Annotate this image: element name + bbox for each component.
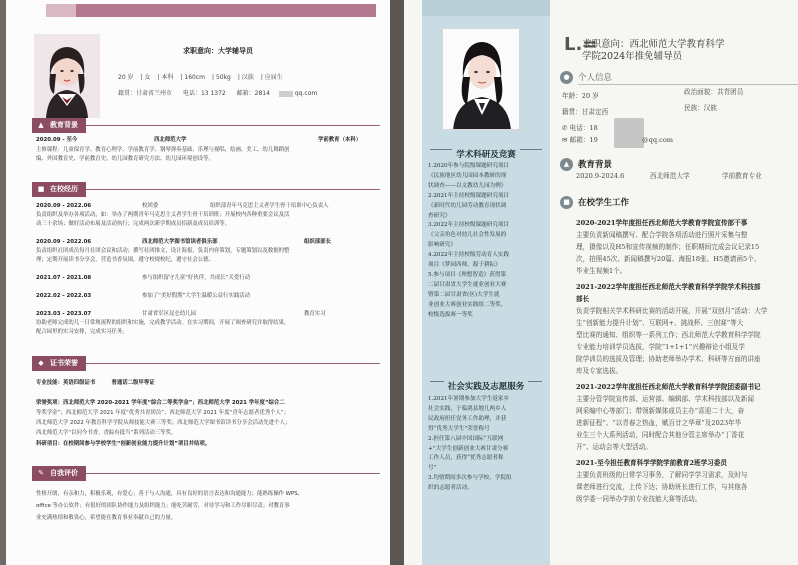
weight: 50kg xyxy=(215,74,231,81)
sidebar-top xyxy=(422,0,550,16)
social-list xyxy=(428,395,544,494)
campus-period: 2022.02 - 2022.03 xyxy=(36,293,92,299)
campus-text: 理；定期开展读书分享会，营造书香氛围，遵守校规校纪，遵守社会公德。 xyxy=(36,257,214,263)
email-tail: qq.com xyxy=(294,90,318,97)
campus-line: 2021-至今担任教育科学学院学前教育2班学习委员 xyxy=(576,459,727,467)
section-title: 在校学生工作 xyxy=(578,198,630,208)
list-item: 暨第二届甘肃省(区)大学生就 xyxy=(428,291,500,298)
list-item: 《民族地区幼儿园园本教研的现 xyxy=(428,172,507,179)
basic-info-line: 20 岁 | 女 | 本科 | 160cm | 50kg | 汉族 | 应届生 xyxy=(118,74,283,81)
section-education xyxy=(32,118,380,133)
age: 20 岁 xyxy=(118,74,134,81)
campus-text: 动三十余场；做好活动布展及活动执行；完成两次新学期成员招新及成员培训等。 xyxy=(36,221,231,227)
edu-degree: 学前教育（本科） xyxy=(318,137,362,143)
ethnicity: 汉族 xyxy=(241,74,254,81)
degree: 本科 xyxy=(161,74,174,81)
list-item: 状调查——以文教幼儿园为例》 xyxy=(428,182,507,189)
list-item: 民政府担任党务工作助理，并获 xyxy=(428,415,507,422)
list-item: 二届甘肃省大学生就业创业大赛 xyxy=(428,281,507,288)
edu-major: 学前教育专业 xyxy=(722,172,762,180)
page-gap xyxy=(390,0,404,565)
campus-org: 甘肃省军区昆仑幼儿园 xyxy=(142,311,196,317)
section-rule xyxy=(578,84,798,85)
list-item: 《新时代幼儿园劳动教育现状调 xyxy=(428,202,507,209)
self-line: 业充满热情和敬畏心，希望能在教育事业奉献自己的力量。 xyxy=(36,515,177,521)
list-item: 项目《梦园西师，源于耕耘》 xyxy=(428,262,501,269)
section-title: 社会实践及志愿服务 xyxy=(444,380,529,392)
certificate-icon: ◆ xyxy=(38,359,44,367)
campus-line: 主要负责新闻稿撰写、配合学院各项活动进行照片采集与整 xyxy=(576,231,748,239)
logo-mark: L.= xyxy=(564,34,598,55)
campus-line: 级学委一同举办学前专业技能大赛等活动。 xyxy=(576,495,702,503)
campus-line: 生“创新能力提升计划”、互联网+、挑战杯、三创赛”等大 xyxy=(576,319,744,327)
section-research xyxy=(430,142,542,160)
edu-period: 2020.9-2024.6 xyxy=(576,172,625,180)
campus-period: 2021.07 - 2021.08 xyxy=(36,275,92,281)
phone: 电话：18 xyxy=(569,124,598,132)
origin: 籍贯：甘肃省兰州市 xyxy=(118,90,173,97)
section-title: ◆ 证书荣誉 xyxy=(32,356,86,371)
campus-text: 参与组织留守儿童“好伙伴，共成长”关爱行动 xyxy=(142,275,251,281)
list-item: 社会实践，于临洮县地儿两乡人 xyxy=(428,405,507,412)
job-objective-2: 学院2024年推免辅导员 xyxy=(582,51,683,62)
campus-line: 负责学院相关学术科研比赛的活动开展，开展“双创月”活动：大学 xyxy=(576,307,768,315)
contact-info-line xyxy=(118,88,326,97)
list-item: 查研究》 xyxy=(428,212,451,219)
status: 应届生 xyxy=(264,74,283,81)
section-title: 个人信息 xyxy=(578,73,613,83)
campus-line: 2020-2021学年度担任西北师范大学教育学院宣传部干事 xyxy=(576,219,748,227)
campus-org: 西北师范大学图书馆读者俱乐部 xyxy=(142,239,218,245)
email-row xyxy=(562,136,598,145)
origin: 籍贯：甘肃定西 xyxy=(562,108,609,116)
campus-line: 库及专家选拔。 xyxy=(576,367,623,375)
section-title: 教育背景 xyxy=(578,160,613,170)
campus-line: 理，摄像以及H5和宣传视频的制作；任职期间完成会议记录15 xyxy=(576,243,760,251)
campus-line: 主要分管学院宣传部、运营部、编辑部、学术科技部以及新闻 xyxy=(576,395,755,403)
briefcase-icon: ■ xyxy=(560,196,573,209)
header-band xyxy=(76,4,376,17)
section-title: ✎ 自我评价 xyxy=(32,466,86,481)
list-item: 校级选拔赛一等奖 xyxy=(428,311,473,318)
campus-text: 协助老师完成幼儿一日常规流程的组织和实施，完成教学活动。在实习期间，开展了调查研究并取得结果， xyxy=(36,320,290,326)
list-item: 织的志愿者活动。 xyxy=(428,485,473,492)
campus-role: 教育实习 xyxy=(304,311,326,317)
redacted-block xyxy=(614,118,644,148)
campus-line: 2021-2022学年度担任西北师范大学教育科学学院团委副书记 xyxy=(576,383,761,391)
section-title: ▲ 教育背景 xyxy=(32,118,86,133)
campus-role: 组织部部长 xyxy=(304,239,331,245)
campus-line: 主要负责班级的日常学习事务，了解同学学习需求，及时与 xyxy=(576,471,748,479)
user-icon: ● xyxy=(560,71,573,84)
email: 邮箱：2814 xyxy=(236,90,270,97)
section-title: 学术科研及竞赛 xyxy=(452,148,520,160)
section-title: ■ 在校经历 xyxy=(32,182,86,197)
campus-line: 开”、运动会等大型活动。 xyxy=(576,443,652,451)
edu-school: 西北师范大学 xyxy=(650,172,690,180)
cert-line: 西北师范大学 2022 年教育科学学院从师技能大赛三等奖；西北师范大学图书馆读书分享会活动先进个人； xyxy=(36,420,291,426)
section-campus xyxy=(32,182,380,197)
cert-line: 等奖学金”；西北师范大学 2021 年度“优秀共青团员”；西北师范大学 2021 年度“青年志愿者优秀个人”； xyxy=(36,410,290,416)
list-item: 影响研究》 xyxy=(428,242,456,249)
height: 160cm xyxy=(184,74,205,81)
list-item: 5.参与项目《理想智造》获得第 xyxy=(428,271,507,278)
campus-text: 参加了“美好假期”大学生温暖公益行实践活动 xyxy=(142,293,251,299)
edu-courses-2: 编、外国教育史、学前教育史、幼儿园教育研究方法、幼儿园环境创设等。 xyxy=(36,156,214,162)
cert-line: 西北师范大学“以问今书香，香踪有抵当”系列活动三等奖。 xyxy=(36,430,177,436)
self-line: 性格开朗，有亲和力，积极乐观，有爱心；善于与人沟通，具有良好的语言表达和沟通能力；能熟练操作 WPS、 xyxy=(36,491,304,497)
email-icon: ✉ xyxy=(562,136,570,144)
politics: 政治面貌：共青团员 xyxy=(684,88,744,96)
campus-period: 2023.03 - 2023.07 xyxy=(36,311,92,317)
section-self xyxy=(32,466,380,481)
pencil-icon: ✎ xyxy=(38,469,44,477)
job-objective: 求职意向：西北师范大学教育科学 xyxy=(582,39,725,50)
cert-line: 荣誉奖项：西北师范大学 2020-2021 学年度“综合二等奖学金”；西北师范大学 2021 学年度“综合二 xyxy=(36,400,285,406)
list-item: 工作人员，获得“优秀志愿者称 xyxy=(428,455,504,462)
graduation-cap-icon: ▲ xyxy=(38,121,44,129)
campus-line: 2021-2022学年度担任西北师范大学教育科学学院学术科技部 xyxy=(576,283,761,291)
research-list xyxy=(428,162,544,321)
list-item: 3.均情期间多次参与学校、学院组 xyxy=(428,475,512,482)
email: 邮箱：19 xyxy=(569,136,598,144)
resume-left xyxy=(6,0,390,565)
list-item: 业创业大赛创业实践组二等奖、 xyxy=(428,301,507,308)
campus-line: 网采编中心等部门；带领新媒体成员主办“喜迎二十大，奋 xyxy=(576,407,745,415)
header-band-light xyxy=(46,4,76,17)
campus-text: 负责组织及举办各项活动，如：举办了两期青年马克思主义者学生骨干培训班；开展校内各种重要会议及活 xyxy=(36,212,290,218)
campus-line: 次，拍照45次、新闻稿撰写20篇、海报18张、H5邀请函5个、 xyxy=(576,255,761,263)
section-certs xyxy=(32,356,380,371)
list-item: 号” xyxy=(428,465,437,472)
section-campus xyxy=(560,196,798,210)
edu-period: 2020.09 - 至今 xyxy=(36,137,78,143)
list-item: 《父亲角色对幼儿社会性发展的 xyxy=(428,232,507,239)
section-education xyxy=(560,158,798,172)
campus-period: 2020.09 - 2022.06 xyxy=(36,203,92,209)
section-social xyxy=(430,374,542,392)
phone: 电话：13 1372 xyxy=(182,90,226,97)
campus-line: 毕业生视频1个。 xyxy=(576,267,627,275)
campus-text: 负责组织社团成员每月社团会议和活动；撰写社团推文，设计海报，负责内容策划，专题策划以及数据的整 xyxy=(36,248,290,254)
phone-row xyxy=(562,124,598,133)
list-item: 得“优秀大学生”荣誉称号 xyxy=(428,425,490,432)
building-icon: ■ xyxy=(37,185,45,193)
list-item: +”大学生创新创业大赛甘肃分赛 xyxy=(428,445,509,452)
list-item: 2.担任第八届中国国际“互联网 xyxy=(428,435,504,442)
list-item: 2.2021年主持校级课题研究项目 xyxy=(428,192,510,199)
campus-line: 业生三个大系列活动，同时配合其他分管主席举办“丁香花 xyxy=(576,431,745,439)
section-personal xyxy=(560,71,798,85)
phone-icon: ✆ xyxy=(562,124,570,132)
edu-courses: 主修课程：儿童保育学、教育心理学、学前教育学、钢琴弹奏基础、乐理与视唱、绘画、美工、幼儿舞蹈创 xyxy=(36,147,290,153)
campus-line: 课老师进行交流，上传下达；协助班长进行工作，与其他各 xyxy=(576,483,748,491)
profile-photo xyxy=(442,28,520,130)
campus-role: 组织部青年马克思主义者学生骨干培训中心负责人 xyxy=(210,203,329,209)
list-item: 3.2022年主持校级课题研究项目 xyxy=(428,222,510,229)
ethnicity: 民族：汉族 xyxy=(684,104,717,112)
list-item: 1.2020年参与院级课题研究项目 xyxy=(428,163,510,169)
campus-line: 专业能力培训学员选拔，学院“1+1+1”兴趣辩论小组及学 xyxy=(576,343,745,351)
gender: 女 xyxy=(144,74,151,81)
campus-line: 院学训员的选拔及管理；协助老师举办学术、科研等方面的讲座 xyxy=(576,355,761,363)
campus-line: 进新征程”、“以青春之热血，赋百廿之华章”及2023年毕 xyxy=(576,419,742,427)
book-icon: ▲ xyxy=(560,158,573,171)
job-objective: 求职意向：大学辅导员 xyxy=(183,47,253,55)
campus-period: 2020.09 - 2022.06 xyxy=(36,239,92,245)
campus-text: 配合园里的实习安排，完成实习任务。 xyxy=(36,329,128,335)
age: 年龄：20 岁 xyxy=(562,92,599,100)
resume-right xyxy=(404,0,798,565)
email-tail: @qq.com xyxy=(642,136,674,144)
campus-org: 校团委 xyxy=(142,203,159,209)
cert-line: 科研项目：在校期间参与学校学生“创新创业能力提升计划”项目并结项。 xyxy=(36,441,211,447)
edu-school: 西北师范大学 xyxy=(154,137,187,143)
list-item: 4.2022年主持校级劳动育人实践 xyxy=(428,252,510,259)
self-line: office 等办公软件；有很好的团队协作能力及组织能力；能吃苦耐劳，对待学习和工作尽职尽责；对教育事 xyxy=(36,503,290,509)
list-item: 1.2021年暑期参加大学生返家乡 xyxy=(428,396,510,402)
campus-line: 型比赛的通知、组织等一系列工作；西北师范大学教育科学学院 xyxy=(576,331,761,339)
campus-line: 部长 xyxy=(576,295,590,303)
cert-line: 专业技能：英语四级证书 普通话二级甲等证 xyxy=(36,380,155,386)
redacted-block xyxy=(279,91,293,97)
